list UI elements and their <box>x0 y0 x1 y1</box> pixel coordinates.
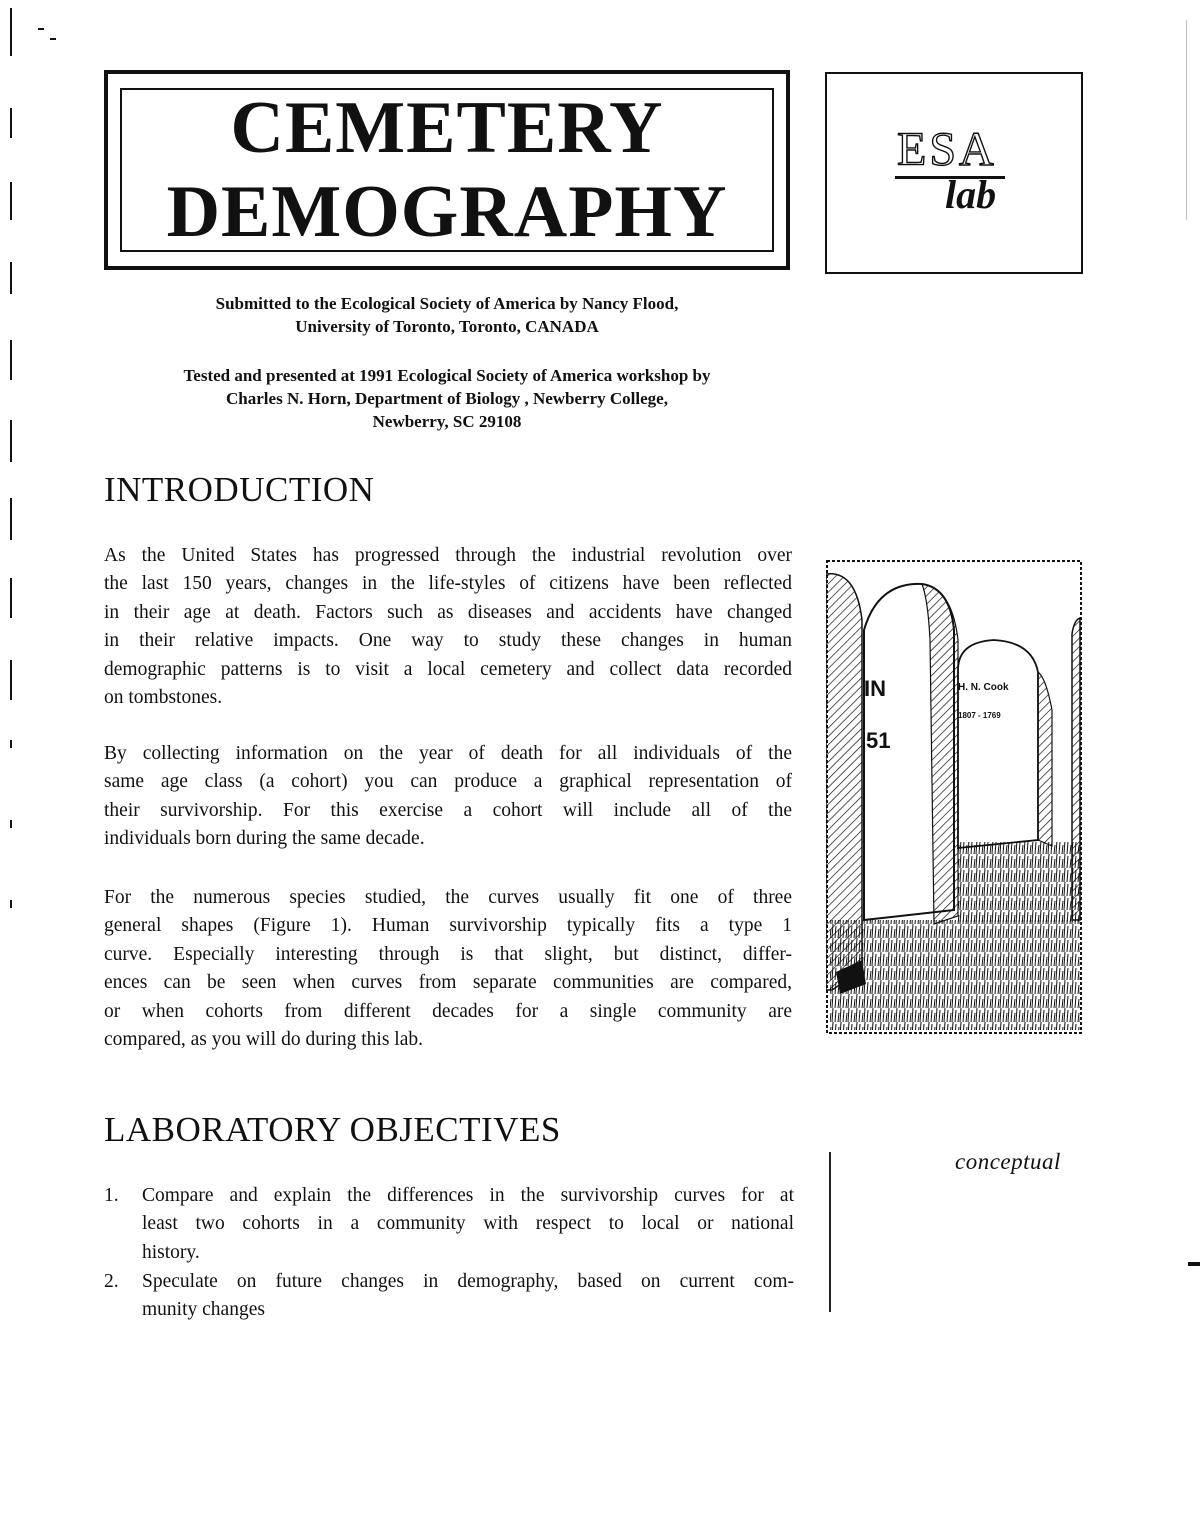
text-line: or when cohorts from different decades for a single community are <box>104 1000 792 1022</box>
credit-line: Submitted to the Ecological Society of America by Nancy Flood, <box>215 294 679 313</box>
text-line: least two cohorts in a community with respect to local or national <box>142 1213 794 1235</box>
scan-mark <box>10 108 12 138</box>
text-line: ences can be seen when curves from separate communities are compared, <box>104 972 792 994</box>
text-line: munity changes <box>142 1299 265 1321</box>
scan-mark <box>10 820 12 828</box>
introduction-heading: INTRODUCTION <box>104 470 375 509</box>
scan-mark <box>10 340 12 380</box>
title-line-1: CEMETERY <box>230 87 664 169</box>
title-box-inner <box>120 88 774 252</box>
credit-line: Charles N. Horn, Department of Biology , Newberry College, <box>226 389 668 408</box>
credit-line: University of Toronto, Toronto, CANADA <box>295 317 599 336</box>
text-line: on tombstones. <box>104 687 223 709</box>
scan-mark <box>38 28 44 30</box>
title-box <box>104 70 790 270</box>
scan-mark <box>10 900 12 908</box>
esa-logo-lab: lab <box>945 172 997 217</box>
scan-mark <box>10 740 12 748</box>
text-line: in their relative impacts. One way to study these changes in human <box>104 630 792 652</box>
intro-paragraph-1 <box>104 542 792 712</box>
text-line: Compare and explain the differences in the survivorship curves for at <box>142 1185 794 1206</box>
credit-line: Newberry, SC 29108 <box>372 412 522 431</box>
objectives-heading: LABORATORY OBJECTIVES <box>104 1110 561 1149</box>
list-number: 2. <box>104 1271 119 1292</box>
stone-right-name: H. N. Cook <box>958 682 1009 693</box>
text-line: their survivorship. For this exercise a cohort will include all of the <box>104 799 792 821</box>
scan-mark <box>1188 1262 1200 1266</box>
text-line: curve. Especially interesting through is that slight, but distinct, differ- <box>104 943 792 965</box>
text-line: Speculate on future changes in demography, based on current com- <box>142 1271 794 1292</box>
scan-mark <box>10 182 12 220</box>
scan-mark <box>10 8 12 56</box>
grass <box>958 842 1080 922</box>
list-text <box>142 1268 794 1325</box>
scan-mark <box>10 420 12 462</box>
tested-credit <box>104 364 790 433</box>
grass <box>830 920 1080 1030</box>
scan-mark <box>10 498 12 540</box>
stone-left-number: 51 <box>866 728 891 753</box>
stone-left-text: IN <box>864 676 886 701</box>
tombstone-right-side <box>1038 672 1052 846</box>
scan-mark <box>10 660 12 700</box>
text-line: By collecting information on the year of death for all individuals of the <box>104 743 792 764</box>
text-line: history. <box>142 1241 200 1263</box>
intro-paragraph-2 <box>104 740 792 854</box>
scan-mark <box>10 578 12 618</box>
text-line: same age class (a cohort) you can produce a graphical representation of <box>104 771 792 793</box>
text-line: in their age at death. Factors such as diseases and accidents have changed <box>104 601 792 623</box>
esa-lab-logo <box>825 72 1083 274</box>
text-line: the last 150 years, changes in the life-styles of citizens have been reflected <box>104 573 792 595</box>
list-text <box>142 1182 794 1267</box>
tombstone-right <box>958 640 1038 848</box>
list-number: 1. <box>104 1185 119 1206</box>
text-line: demographic patterns is to visit a local cemetery and collect data recorded <box>104 658 792 680</box>
title-line-2: DEMOGRAPHY <box>166 171 728 253</box>
text-line: For the numerous species studied, the curves usually fit one of three <box>104 887 792 908</box>
text-line: compared, as you will do during this lab. <box>104 1029 423 1051</box>
scan-mark <box>50 38 56 40</box>
esa-logo-text: ESA <box>897 123 997 176</box>
tombstone-illustration <box>826 560 1082 1034</box>
sidebar-rule <box>829 1152 831 1312</box>
intro-paragraph-3 <box>104 884 792 1054</box>
submitted-credit <box>104 292 790 338</box>
text-line: As the United States has progressed through the industrial revolution over <box>104 545 792 566</box>
scan-mark <box>10 262 12 294</box>
text-line: general shapes (Figure 1). Human survivorship typically fits a type 1 <box>104 915 792 937</box>
text-line: individuals born during the same decade. <box>104 828 425 850</box>
stone-right-dates: 1807 - 1769 <box>958 711 1001 720</box>
sidebar-label-conceptual: conceptual <box>955 1149 1061 1174</box>
scan-mark <box>1186 20 1187 220</box>
credit-line: Tested and presented at 1991 Ecological Society of America workshop by <box>183 366 711 385</box>
